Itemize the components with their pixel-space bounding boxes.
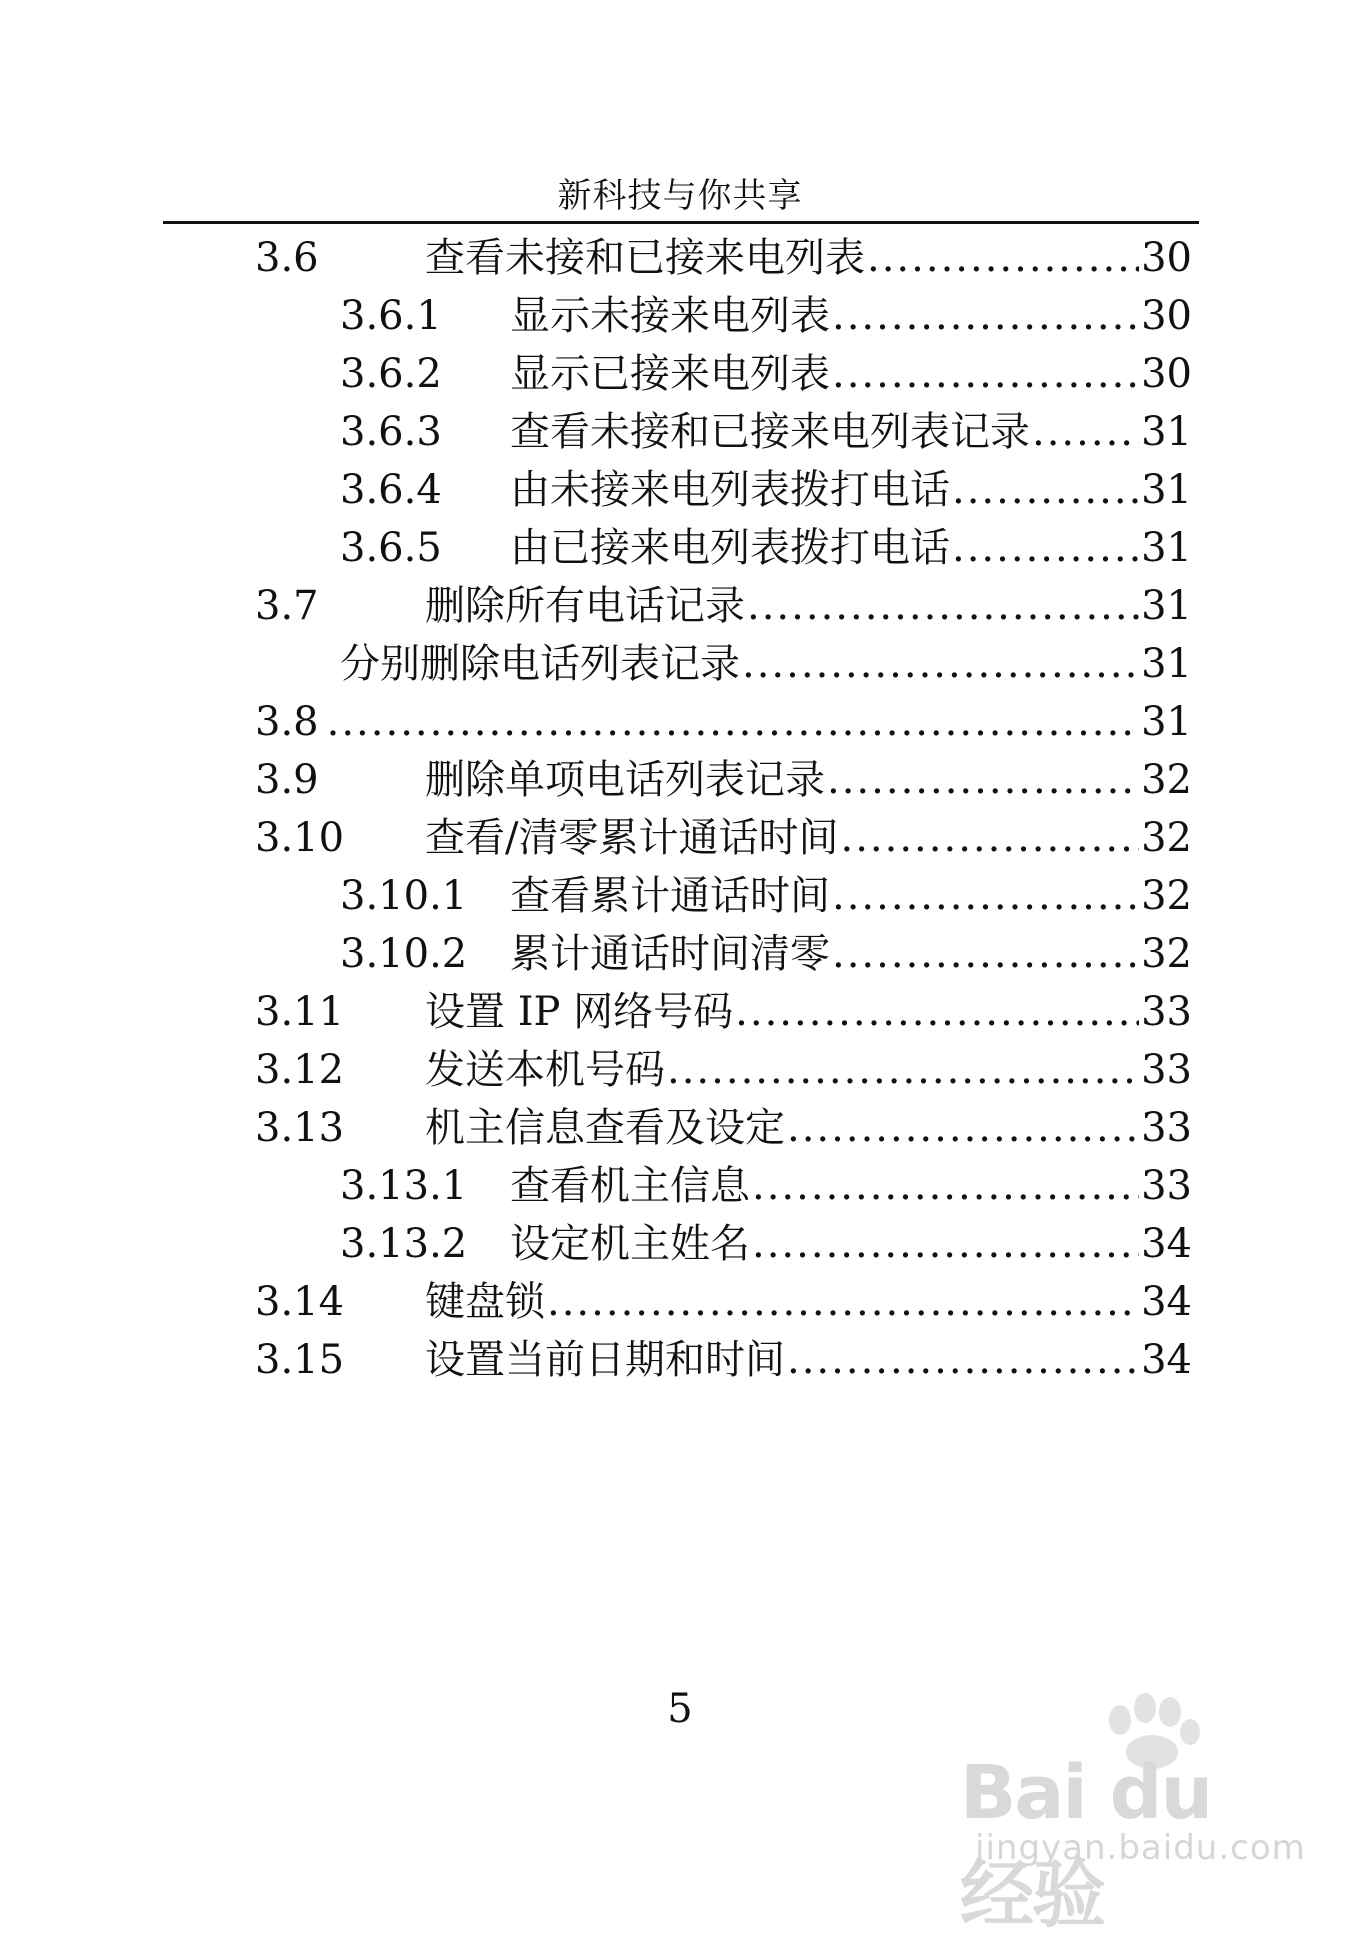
toc-entry-number: 3.6 — [255, 235, 319, 281]
toc-entry-page: 31 — [1141, 641, 1192, 687]
toc-dot-leader — [1032, 404, 1139, 460]
toc-entry[interactable] — [255, 1042, 1192, 1098]
header-divider — [163, 221, 1199, 224]
toc-entry-page: 30 — [1141, 351, 1192, 397]
toc-dot-leader — [832, 926, 1139, 982]
toc-entry-page: 31 — [1141, 583, 1192, 629]
toc-entry[interactable] — [255, 984, 1192, 1040]
toc-dot-leader — [787, 1332, 1139, 1388]
toc-entry-number: 3.10.2 — [340, 931, 468, 977]
toc-entry[interactable] — [340, 1216, 1192, 1272]
toc-entry-title: 键盘锁 — [425, 1279, 545, 1325]
watermark-url: jingyan.baidu.com — [975, 1828, 1306, 1868]
toc-entry-number: 3.10 — [255, 815, 345, 861]
toc-dot-leader — [667, 1042, 1139, 1098]
toc-entry-number: 3.6.5 — [340, 525, 442, 571]
toc-entry-number: 3.11 — [255, 989, 345, 1035]
toc-entry-title: 查看机主信息 — [510, 1163, 750, 1209]
toc-entry-title: 查看/清零累计通话时间 — [425, 815, 839, 861]
toc-entry-title: 查看未接和已接来电列表记录 — [510, 409, 1030, 455]
toc-entry[interactable] — [340, 1158, 1192, 1214]
toc-entry-number: 3.6.2 — [340, 351, 442, 397]
toc-entry-page: 33 — [1141, 1105, 1192, 1151]
toc-entry-title: 设置 IP 网络号码 — [425, 989, 734, 1035]
toc-dot-leader — [952, 520, 1139, 576]
toc-dot-leader — [735, 984, 1139, 1040]
toc-entry-title: 分别删除电话列表记录 — [340, 641, 740, 687]
toc-entry-page: 32 — [1141, 931, 1192, 977]
toc-dot-leader — [867, 230, 1139, 286]
toc-dot-leader — [827, 752, 1139, 808]
toc-entry-title: 删除单项电话列表记录 — [425, 757, 825, 803]
toc-entry-page: 32 — [1141, 757, 1192, 803]
baidu-jingyan-watermark — [960, 1720, 1306, 1938]
toc-dot-leader — [787, 1100, 1139, 1156]
toc-entry-number: 3.6.4 — [340, 467, 442, 513]
toc-dot-leader — [752, 1216, 1139, 1272]
toc-entry-number: 3.6.3 — [340, 409, 442, 455]
toc-dot-leader — [832, 346, 1139, 402]
toc-entry-page: 31 — [1141, 467, 1192, 513]
toc-entry-title: 查看累计通话时间 — [510, 873, 830, 919]
toc-entry[interactable] — [255, 1274, 1192, 1330]
toc-entry-page: 31 — [1141, 699, 1192, 745]
toc-entry-number: 3.14 — [255, 1279, 345, 1325]
toc-entry[interactable] — [340, 520, 1192, 576]
toc-entry-page: 31 — [1141, 409, 1192, 455]
toc-entry[interactable] — [340, 868, 1192, 924]
toc-entry-number: 3.15 — [255, 1337, 345, 1383]
toc-entry-title: 由未接来电列表拨打电话 — [510, 467, 950, 513]
toc-dot-leader — [747, 578, 1139, 634]
toc-entry-title: 设定机主姓名 — [510, 1221, 750, 1267]
watermark-logo-text: Bai du 经验 — [960, 1750, 1212, 1938]
toc-entry-page: 34 — [1141, 1279, 1192, 1325]
toc-entry-page: 30 — [1141, 293, 1192, 339]
toc-entry-page: 30 — [1141, 235, 1192, 281]
toc-entry[interactable] — [255, 810, 1192, 866]
toc-entry[interactable] — [255, 1100, 1192, 1156]
toc-entry-title: 设置当前日期和时间 — [425, 1337, 785, 1383]
page-header-title: 新科技与你共享 — [557, 176, 803, 216]
toc-entry-number: 3.13.2 — [340, 1221, 468, 1267]
toc-entry-number: 3.13.1 — [340, 1163, 468, 1209]
toc-dot-leader — [840, 810, 1139, 866]
toc-entry-page: 33 — [1141, 1163, 1192, 1209]
toc-entry[interactable] — [255, 578, 1192, 634]
toc-entry[interactable] — [340, 346, 1192, 402]
toc-entry-number: 3.8 — [255, 699, 319, 745]
toc-entry-title: 由已接来电列表拨打电话 — [510, 525, 950, 571]
toc-dot-leader — [742, 636, 1139, 692]
toc-entry-number: 3.6.1 — [340, 293, 442, 339]
toc-entry[interactable] — [255, 230, 1192, 286]
toc-entry-number: 3.13 — [255, 1105, 345, 1151]
toc-entry[interactable] — [340, 636, 1192, 692]
toc-dot-leader — [952, 462, 1139, 518]
toc-entry-title: 发送本机号码 — [425, 1047, 665, 1093]
toc-entry[interactable] — [340, 404, 1192, 460]
toc-dot-leader — [752, 1158, 1139, 1214]
toc-entry[interactable] — [340, 462, 1192, 518]
toc-entry-page: 34 — [1141, 1337, 1192, 1383]
page-number: 5 — [667, 1686, 693, 1732]
toc-entry-title: 查看未接和已接来电列表 — [425, 235, 865, 281]
toc-entry-number: 3.7 — [255, 583, 319, 629]
toc-entry-page: 33 — [1141, 1047, 1192, 1093]
toc-dot-leader — [832, 288, 1139, 344]
toc-entry-number: 3.12 — [255, 1047, 345, 1093]
toc-entry-number: 3.9 — [255, 757, 319, 803]
toc-entry[interactable] — [255, 694, 1192, 750]
toc-entry-number: 3.10.1 — [340, 873, 468, 919]
toc-entry-title: 显示未接来电列表 — [510, 293, 830, 339]
toc-entry[interactable] — [255, 752, 1192, 808]
toc-dot-leader — [832, 868, 1139, 924]
toc-entry-page: 34 — [1141, 1221, 1192, 1267]
toc-entry-title: 删除所有电话记录 — [425, 583, 745, 629]
toc-dot-leader — [547, 1274, 1139, 1330]
toc-entry-title: 机主信息查看及设定 — [425, 1105, 785, 1151]
toc-entry-title: 显示已接来电列表 — [510, 351, 830, 397]
toc-entry-page: 31 — [1141, 525, 1192, 571]
toc-entry-page: 33 — [1141, 989, 1192, 1035]
toc-entry-page: 32 — [1141, 873, 1192, 919]
toc-entry-title: 累计通话时间清零 — [510, 931, 830, 977]
toc-entry[interactable] — [340, 926, 1192, 982]
toc-entry-page: 32 — [1141, 815, 1192, 861]
toc-dot-leader — [327, 694, 1139, 750]
toc-entry[interactable] — [255, 1332, 1192, 1388]
toc-entry[interactable] — [340, 288, 1192, 344]
